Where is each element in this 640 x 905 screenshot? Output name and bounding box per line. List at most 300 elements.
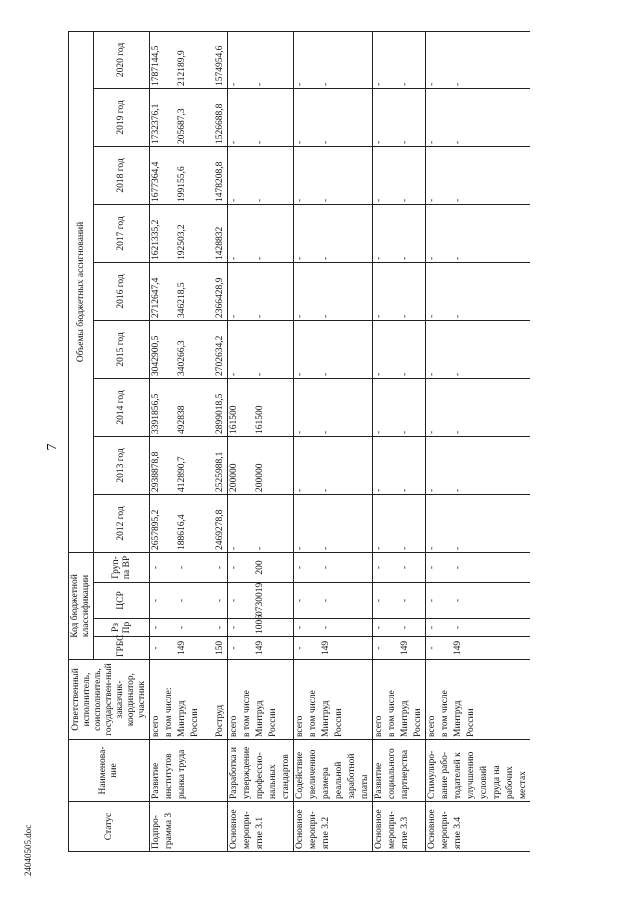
name-cell bbox=[412, 740, 426, 802]
status-cell bbox=[478, 802, 491, 852]
value-cell bbox=[517, 320, 530, 378]
value-cell bbox=[517, 204, 530, 262]
value-cell: - bbox=[426, 262, 440, 320]
grbs-cell: 149 bbox=[254, 637, 267, 660]
value-cell bbox=[491, 436, 504, 494]
csr-cell bbox=[346, 583, 359, 619]
value-cell bbox=[346, 204, 359, 262]
rzpr-cell: - bbox=[373, 619, 387, 637]
vr-cell bbox=[491, 552, 504, 582]
value-cell bbox=[504, 494, 517, 552]
header-executor: Ответственный исполнитель, соисполнитель, государствен-ный заказчик-координатор, участник bbox=[69, 660, 150, 740]
value-cell: - bbox=[373, 320, 387, 378]
value-cell: - bbox=[399, 31, 412, 88]
status-cell bbox=[280, 802, 294, 852]
name-cell: местах bbox=[517, 740, 530, 802]
value-cell bbox=[307, 494, 320, 552]
name-cell: профессио- bbox=[254, 740, 267, 802]
grbs-cell bbox=[412, 637, 426, 660]
value-cell bbox=[189, 494, 202, 552]
vr-cell: - bbox=[228, 552, 242, 582]
rzpr-cell: - bbox=[426, 619, 440, 637]
name-cell: реальной bbox=[333, 740, 346, 802]
rzpr-cell bbox=[346, 619, 359, 637]
grbs-cell: 149 bbox=[399, 637, 412, 660]
value-cell: - bbox=[452, 204, 465, 262]
status-cell: меропри- bbox=[307, 802, 320, 852]
value-cell bbox=[241, 436, 254, 494]
table-row bbox=[439, 31, 452, 851]
value-cell bbox=[267, 436, 280, 494]
value-cell: - bbox=[320, 320, 333, 378]
empty-cell bbox=[202, 436, 214, 494]
csr-cell bbox=[241, 583, 254, 619]
value-cell bbox=[386, 320, 399, 378]
value-cell bbox=[504, 204, 517, 262]
value-cell bbox=[267, 31, 280, 88]
value-cell: - bbox=[426, 88, 440, 146]
vr-cell bbox=[163, 552, 176, 582]
status-cell: ятие 3.4 bbox=[452, 802, 465, 852]
value-cell: - bbox=[452, 88, 465, 146]
value-cell bbox=[307, 146, 320, 204]
value-cell bbox=[346, 88, 359, 146]
value-cell bbox=[163, 88, 176, 146]
name-cell: размера bbox=[320, 740, 333, 802]
value-cell bbox=[478, 146, 491, 204]
value-cell: 2712647,4 bbox=[150, 262, 164, 320]
value-cell bbox=[504, 262, 517, 320]
csr-cell bbox=[491, 583, 504, 619]
value-cell: - bbox=[373, 88, 387, 146]
executor-cell bbox=[491, 660, 504, 740]
rzpr-cell bbox=[491, 619, 504, 637]
value-cell bbox=[517, 262, 530, 320]
value-cell bbox=[307, 378, 320, 436]
value-cell: - bbox=[320, 436, 333, 494]
value-cell: 346218,5 bbox=[176, 262, 189, 320]
value-cell bbox=[346, 436, 359, 494]
table-row bbox=[333, 31, 346, 851]
header-year: 2019 год bbox=[94, 88, 150, 146]
value-cell bbox=[359, 320, 373, 378]
value-cell bbox=[478, 436, 491, 494]
value-cell: - bbox=[228, 204, 242, 262]
grbs-cell bbox=[189, 637, 202, 660]
value-cell: 199155,6 bbox=[176, 146, 189, 204]
rzpr-cell bbox=[307, 619, 320, 637]
vr-cell bbox=[280, 552, 294, 582]
rzpr-cell bbox=[386, 619, 399, 637]
rzpr-cell: - bbox=[294, 619, 308, 637]
value-cell bbox=[491, 204, 504, 262]
value-cell bbox=[333, 378, 346, 436]
executor-cell: в том числе bbox=[386, 660, 399, 740]
header-name: Наименова-ние bbox=[69, 740, 150, 802]
executor-cell: всего bbox=[294, 660, 308, 740]
value-cell: - bbox=[373, 262, 387, 320]
value-cell bbox=[439, 436, 452, 494]
value-cell bbox=[465, 146, 478, 204]
name-cell: институтов bbox=[163, 740, 176, 802]
vr-cell bbox=[439, 552, 452, 582]
name-cell: Развитие bbox=[373, 740, 387, 802]
value-cell: - bbox=[452, 378, 465, 436]
value-cell bbox=[346, 262, 359, 320]
value-cell: 1478208,8 bbox=[214, 146, 228, 204]
rzpr-cell: - bbox=[228, 619, 242, 637]
value-cell bbox=[412, 320, 426, 378]
status-cell: Основное bbox=[373, 802, 387, 852]
empty-cell bbox=[202, 619, 214, 637]
value-cell bbox=[241, 262, 254, 320]
vr-cell: - bbox=[150, 552, 164, 582]
executor-cell: Минтруд bbox=[452, 660, 465, 740]
status-cell bbox=[346, 802, 359, 852]
grbs-cell: - bbox=[373, 637, 387, 660]
value-cell bbox=[241, 146, 254, 204]
value-cell bbox=[359, 436, 373, 494]
vr-cell bbox=[412, 552, 426, 582]
empty-cell bbox=[202, 740, 214, 802]
value-cell: - bbox=[254, 31, 267, 88]
value-cell: 161500 bbox=[254, 378, 267, 436]
table-row bbox=[504, 31, 517, 851]
vr-cell: - bbox=[399, 552, 412, 582]
grbs-cell bbox=[465, 637, 478, 660]
value-cell bbox=[280, 146, 294, 204]
value-cell: 205687,3 bbox=[176, 88, 189, 146]
rzpr-cell: - bbox=[399, 619, 412, 637]
value-cell: 340266,3 bbox=[176, 320, 189, 378]
value-cell: 1574954,6 bbox=[214, 31, 228, 88]
name-cell: Разработка и bbox=[228, 740, 242, 802]
vr-cell bbox=[386, 552, 399, 582]
value-cell bbox=[386, 146, 399, 204]
executor-cell: России bbox=[267, 660, 280, 740]
csr-cell: - bbox=[373, 583, 387, 619]
value-cell bbox=[189, 262, 202, 320]
header-status: Статус bbox=[69, 802, 150, 852]
value-cell: 1677364,4 bbox=[150, 146, 164, 204]
value-cell bbox=[412, 378, 426, 436]
value-cell bbox=[267, 88, 280, 146]
rzpr-cell: - bbox=[214, 619, 228, 637]
value-cell: - bbox=[228, 262, 242, 320]
value-cell bbox=[412, 146, 426, 204]
csr-cell bbox=[307, 583, 320, 619]
empty-cell bbox=[202, 378, 214, 436]
vr-cell bbox=[504, 552, 517, 582]
executor-cell: России bbox=[333, 660, 346, 740]
table-row bbox=[189, 31, 202, 851]
vr-cell bbox=[307, 552, 320, 582]
value-cell bbox=[491, 88, 504, 146]
table-row bbox=[202, 31, 214, 851]
value-cell bbox=[359, 494, 373, 552]
header-grbs: ГРБС bbox=[94, 637, 150, 660]
value-cell bbox=[491, 31, 504, 88]
value-cell bbox=[465, 262, 478, 320]
rzpr-cell bbox=[189, 619, 202, 637]
grbs-cell: 149 bbox=[320, 637, 333, 660]
value-cell: - bbox=[254, 204, 267, 262]
csr-cell: 0730019 bbox=[254, 583, 267, 619]
csr-cell: - bbox=[176, 583, 189, 619]
value-cell: 212189,9 bbox=[176, 31, 189, 88]
csr-cell: - bbox=[399, 583, 412, 619]
status-cell bbox=[176, 802, 189, 852]
executor-cell: в том числе bbox=[439, 660, 452, 740]
value-cell bbox=[465, 436, 478, 494]
rzpr-cell: - bbox=[176, 619, 189, 637]
value-cell bbox=[439, 494, 452, 552]
value-cell bbox=[504, 31, 517, 88]
status-cell: ятие 3.1 bbox=[254, 802, 267, 852]
value-cell: 192503,2 bbox=[176, 204, 189, 262]
value-cell bbox=[333, 88, 346, 146]
value-cell bbox=[189, 146, 202, 204]
name-cell: труда на bbox=[491, 740, 504, 802]
table-row bbox=[307, 31, 320, 851]
value-cell: - bbox=[228, 88, 242, 146]
executor-cell: в том числе bbox=[307, 660, 320, 740]
value-cell: - bbox=[399, 88, 412, 146]
csr-cell bbox=[504, 583, 517, 619]
value-cell: - bbox=[254, 262, 267, 320]
value-cell bbox=[241, 494, 254, 552]
value-cell bbox=[386, 88, 399, 146]
value-cell: - bbox=[320, 146, 333, 204]
value-cell bbox=[189, 320, 202, 378]
value-cell bbox=[346, 378, 359, 436]
value-cell bbox=[267, 262, 280, 320]
value-cell bbox=[333, 494, 346, 552]
value-cell bbox=[465, 88, 478, 146]
executor-cell bbox=[504, 660, 517, 740]
value-cell bbox=[280, 378, 294, 436]
value-cell: - bbox=[373, 436, 387, 494]
vr-cell bbox=[465, 552, 478, 582]
value-cell: 188616,4 bbox=[176, 494, 189, 552]
name-cell: тодателей к bbox=[452, 740, 465, 802]
executor-cell: всего bbox=[373, 660, 387, 740]
rzpr-cell bbox=[412, 619, 426, 637]
empty-cell bbox=[202, 262, 214, 320]
table-row bbox=[241, 31, 254, 851]
grbs-cell bbox=[267, 637, 280, 660]
csr-cell: - bbox=[228, 583, 242, 619]
table-row bbox=[150, 31, 164, 851]
status-cell bbox=[267, 802, 280, 852]
value-cell bbox=[267, 494, 280, 552]
rzpr-cell bbox=[465, 619, 478, 637]
value-cell bbox=[517, 494, 530, 552]
value-cell: - bbox=[294, 262, 308, 320]
table-body bbox=[150, 31, 531, 851]
value-cell bbox=[280, 494, 294, 552]
value-cell bbox=[307, 436, 320, 494]
value-cell bbox=[517, 436, 530, 494]
value-cell bbox=[465, 31, 478, 88]
grbs-cell bbox=[307, 637, 320, 660]
value-cell bbox=[465, 494, 478, 552]
name-cell: стандартов bbox=[280, 740, 294, 802]
value-cell: 2366428,9 bbox=[214, 262, 228, 320]
csr-cell bbox=[280, 583, 294, 619]
grbs-cell: 150 bbox=[214, 637, 228, 660]
value-cell: - bbox=[294, 204, 308, 262]
vr-cell: - bbox=[320, 552, 333, 582]
value-cell bbox=[307, 204, 320, 262]
value-cell: - bbox=[452, 31, 465, 88]
value-cell: - bbox=[373, 146, 387, 204]
value-cell bbox=[280, 204, 294, 262]
empty-cell bbox=[202, 583, 214, 619]
empty-cell bbox=[202, 494, 214, 552]
rotated-budget-table bbox=[68, 32, 574, 852]
csr-cell bbox=[386, 583, 399, 619]
vr-cell bbox=[333, 552, 346, 582]
executor-cell bbox=[280, 660, 294, 740]
executor-cell: всего bbox=[228, 660, 242, 740]
value-cell bbox=[386, 31, 399, 88]
grbs-cell: 149 bbox=[176, 637, 189, 660]
value-cell: - bbox=[426, 378, 440, 436]
vr-cell: 200 bbox=[254, 552, 267, 582]
csr-cell bbox=[517, 583, 530, 619]
executor-cell: Минтруд bbox=[320, 660, 333, 740]
table-row bbox=[163, 31, 176, 851]
vr-cell: - bbox=[176, 552, 189, 582]
table-row bbox=[294, 31, 308, 851]
rzpr-cell bbox=[359, 619, 373, 637]
value-cell bbox=[439, 204, 452, 262]
value-cell: - bbox=[373, 378, 387, 436]
value-cell bbox=[346, 320, 359, 378]
executor-cell: Минтруд bbox=[254, 660, 267, 740]
table-row bbox=[399, 31, 412, 851]
value-cell: 2938878,8 bbox=[150, 436, 164, 494]
name-cell: партнерства bbox=[399, 740, 412, 802]
value-cell bbox=[386, 378, 399, 436]
value-cell bbox=[465, 378, 478, 436]
value-cell bbox=[267, 320, 280, 378]
value-cell bbox=[478, 262, 491, 320]
empty-cell bbox=[202, 204, 214, 262]
vr-cell bbox=[517, 552, 530, 582]
value-cell: 3042900,5 bbox=[150, 320, 164, 378]
page-number: 7 bbox=[45, 443, 60, 451]
value-cell: - bbox=[399, 436, 412, 494]
value-cell: 1621335,2 bbox=[150, 204, 164, 262]
value-cell bbox=[491, 320, 504, 378]
value-cell bbox=[517, 378, 530, 436]
value-cell: 2469278,8 bbox=[214, 494, 228, 552]
csr-cell bbox=[439, 583, 452, 619]
value-cell bbox=[333, 262, 346, 320]
value-cell: - bbox=[452, 262, 465, 320]
rzpr-cell bbox=[267, 619, 280, 637]
value-cell bbox=[280, 31, 294, 88]
vr-cell bbox=[478, 552, 491, 582]
executor-cell: в том числе: bbox=[163, 660, 176, 740]
header-year: 2015 год bbox=[94, 320, 150, 378]
name-cell: платы bbox=[359, 740, 373, 802]
csr-cell bbox=[478, 583, 491, 619]
grbs-cell bbox=[504, 637, 517, 660]
vr-cell bbox=[346, 552, 359, 582]
vr-cell bbox=[241, 552, 254, 582]
header-year: 2012 год bbox=[94, 494, 150, 552]
table-row bbox=[254, 31, 267, 851]
value-cell bbox=[517, 31, 530, 88]
header-year: 2013 год bbox=[94, 436, 150, 494]
value-cell: - bbox=[426, 146, 440, 204]
table-row bbox=[412, 31, 426, 851]
name-cell: нальных bbox=[267, 740, 280, 802]
footer-filename: 24040505.doc bbox=[23, 824, 33, 876]
value-cell: - bbox=[426, 436, 440, 494]
rzpr-cell: - bbox=[452, 619, 465, 637]
value-cell bbox=[491, 378, 504, 436]
rzpr-cell bbox=[504, 619, 517, 637]
status-cell: меропри- bbox=[241, 802, 254, 852]
vr-cell bbox=[267, 552, 280, 582]
value-cell bbox=[439, 31, 452, 88]
value-cell: - bbox=[452, 436, 465, 494]
vr-cell: - bbox=[452, 552, 465, 582]
value-cell bbox=[439, 262, 452, 320]
table-row bbox=[280, 31, 294, 851]
value-cell bbox=[163, 320, 176, 378]
value-cell bbox=[504, 378, 517, 436]
status-cell: ятие 3.2 bbox=[320, 802, 333, 852]
value-cell bbox=[412, 262, 426, 320]
value-cell: 412890,7 bbox=[176, 436, 189, 494]
value-cell bbox=[189, 31, 202, 88]
value-cell: - bbox=[399, 204, 412, 262]
value-cell: - bbox=[426, 494, 440, 552]
value-cell: - bbox=[452, 146, 465, 204]
value-cell bbox=[163, 146, 176, 204]
grbs-cell: - bbox=[426, 637, 440, 660]
value-cell bbox=[504, 320, 517, 378]
value-cell bbox=[280, 262, 294, 320]
value-cell bbox=[386, 204, 399, 262]
name-cell: вание рабо- bbox=[439, 740, 452, 802]
value-cell: - bbox=[373, 31, 387, 88]
value-cell: - bbox=[426, 204, 440, 262]
vr-cell: - bbox=[294, 552, 308, 582]
value-cell bbox=[189, 88, 202, 146]
value-cell: - bbox=[399, 146, 412, 204]
value-cell: - bbox=[294, 31, 308, 88]
value-cell bbox=[346, 31, 359, 88]
csr-cell bbox=[359, 583, 373, 619]
name-cell: рабочих bbox=[504, 740, 517, 802]
value-cell: - bbox=[294, 146, 308, 204]
rzpr-cell bbox=[241, 619, 254, 637]
value-cell bbox=[386, 436, 399, 494]
value-cell bbox=[241, 31, 254, 88]
rzpr-cell bbox=[517, 619, 530, 637]
table-row bbox=[491, 31, 504, 851]
grbs-cell bbox=[439, 637, 452, 660]
value-cell: - bbox=[254, 320, 267, 378]
empty-cell bbox=[202, 802, 214, 852]
name-cell: условий bbox=[478, 740, 491, 802]
